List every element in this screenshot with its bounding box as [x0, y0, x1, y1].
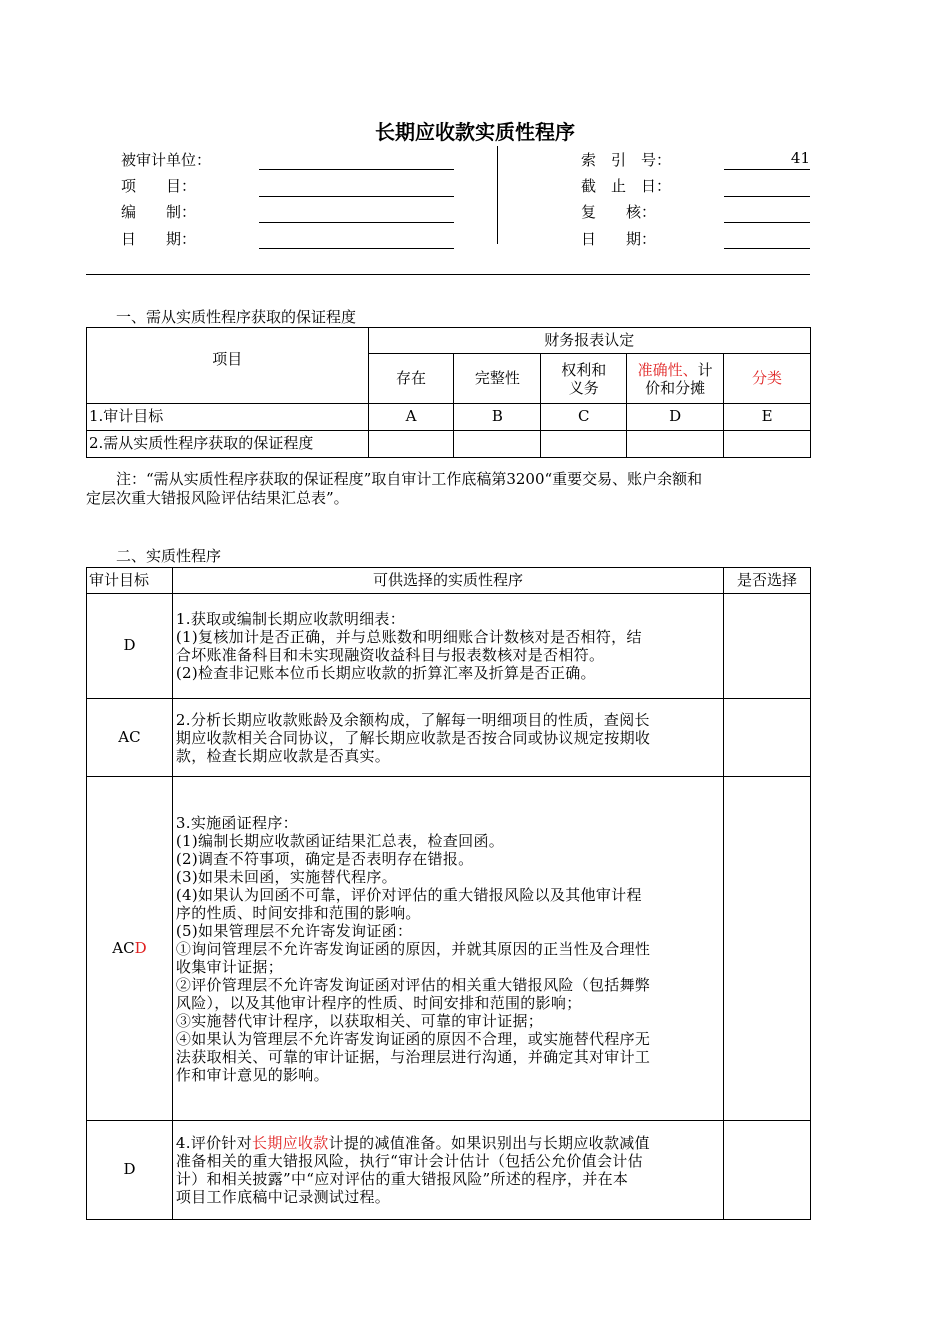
procedure3-target-black: AC: [112, 938, 135, 957]
procedure3-line: 3.实施函证程序：: [175, 813, 298, 832]
header-selected: 是否选择: [724, 568, 811, 594]
procedure1-line: 合坏账准备科目和未实现融资收益科目与报表数核对是否相符。: [175, 646, 605, 664]
header-procedures: 可供选择的实质性程序: [172, 568, 723, 594]
row1-cell-a: A: [368, 404, 454, 431]
header-label-date-right: 日 期：: [581, 230, 657, 248]
reviewer-field[interactable]: [724, 221, 810, 223]
procedure1-line: (1)复核加计是否正确，并与总账数和明细账合计数核对是否相符，结: [175, 628, 642, 646]
procedure4-line: [176, 1134, 720, 1152]
row-audit-objective-label: 1.审计目标: [87, 404, 369, 431]
index-value: 41: [790, 149, 810, 167]
header-divider: [497, 146, 498, 244]
col-accuracy-part2: 计: [697, 360, 713, 379]
procedure2-line: 款，检查长期应收款是否真实。: [175, 746, 391, 765]
col-accuracy: [627, 354, 724, 404]
procedure3-line: ①询问管理层不允许寄发询证函的原因，并就其原因的正当性及合理性: [175, 939, 651, 958]
date-field-left[interactable]: [259, 247, 454, 249]
row1-cell-b: B: [454, 404, 541, 431]
header-label-date-left: 日 期：: [121, 230, 197, 248]
header-label-cutoff: 截 止 日：: [581, 177, 672, 195]
procedure3-line: 作和审计意见的影响。: [175, 1065, 329, 1084]
procedure1-select-cell[interactable]: [724, 594, 811, 699]
item-header: 项目: [87, 328, 369, 404]
page-title: 长期应收款实质性程序: [375, 120, 575, 144]
procedures-table: [86, 567, 811, 1220]
procedure3-line: ④如果认为管理层不允许寄发询证函的原因不合理，或实施替代程序无: [175, 1029, 651, 1048]
procedure4-pre: 4.评价针对: [175, 1134, 253, 1152]
col-accuracy-part3: 价和分摊: [645, 378, 706, 397]
col-completeness: 完整性: [454, 354, 541, 404]
procedure3-line: ②评价管理层不允许寄发询证函对评估的相关重大错报风险（包括舞弊: [175, 975, 651, 994]
header-label-index: 索 引 号：: [581, 151, 672, 169]
assurance-cell-b[interactable]: [454, 431, 541, 458]
assurance-cell-c[interactable]: [541, 431, 627, 458]
row1-cell-c: C: [541, 404, 627, 431]
procedure2-line: 期应收款相关合同协议，了解长期应收款是否按合同或协议规定按期收: [175, 728, 651, 747]
col-accuracy-red: 准确性、: [637, 360, 698, 379]
procedure1-text: [172, 594, 723, 699]
assurance-table: [86, 327, 811, 458]
procedure3-line: (1)编制长期应收款函证结果汇总表，检查回函。: [175, 831, 505, 850]
procedure4-target: D: [87, 1121, 173, 1220]
assurance-cell-a[interactable]: [368, 431, 454, 458]
procedure3-target: [87, 777, 173, 1121]
note-line2: 定层次重大错报风险评估结果汇总表”。: [86, 489, 349, 507]
header-label-project: 项 目：: [121, 177, 197, 195]
header-separator: [86, 274, 810, 275]
header-label-preparer: 编 制：: [121, 203, 197, 221]
cutoff-field[interactable]: [724, 195, 810, 197]
procedure1-line: (2)检查非记账本位币长期应收款的折算汇率及折算是否正确。: [175, 664, 596, 682]
procedure4-line: 准备相关的重大错报风险，执行“审计会计估计（包括公允价值会计估: [175, 1152, 643, 1170]
row1-cell-d: D: [627, 404, 724, 431]
col-classification: 分类: [724, 354, 811, 404]
procedure4-text: [172, 1121, 723, 1220]
procedure2-text: [172, 699, 723, 777]
col-existence: 存在: [368, 354, 454, 404]
row1-cell-e: E: [724, 404, 811, 431]
header-label-reviewer: 复 核：: [581, 203, 657, 221]
unit-field[interactable]: [259, 168, 454, 170]
col-rights: 权利和 义务: [541, 354, 627, 404]
procedure2-select-cell[interactable]: [724, 699, 811, 777]
assurance-cell-d[interactable]: [627, 431, 724, 458]
procedure4-line: 项目工作底稿中记录测试过程。: [175, 1188, 391, 1206]
group-header: 财务报表认定: [368, 328, 810, 354]
procedure3-target-red: D: [134, 938, 147, 957]
procedure3-line: (4)如果认为回函不可靠，评价对评估的重大错报风险以及其他审计程: [175, 885, 642, 904]
procedure4-red: 长期应收款: [252, 1134, 329, 1152]
procedure4-post: 计提的减值准备。如果识别出与长期应收款减值: [328, 1134, 650, 1152]
procedure3-line: 收集审计证据；: [175, 957, 284, 976]
procedure3-text: [172, 777, 723, 1121]
preparer-field[interactable]: [259, 221, 454, 223]
section2-heading: 二、实质性程序: [116, 547, 222, 565]
procedure1-line: 1.获取或编制长期应收款明细表：: [175, 610, 406, 628]
procedure3-line: 法获取相关、可靠的审计证据，与治理层进行沟通，并确定其对审计工: [175, 1047, 651, 1066]
procedure3-line: ③实施替代审计程序，以获取相关、可靠的审计证据；: [175, 1011, 544, 1030]
project-field[interactable]: [259, 195, 454, 197]
procedure3-line: 风险），以及其他审计程序的性质、时间安排和范围的影响；: [175, 993, 582, 1012]
header-label-unit: 被审计单位：: [121, 151, 212, 169]
procedure3-line: (5)如果管理层不允许寄发询证函：: [175, 921, 413, 940]
assurance-cell-e[interactable]: [724, 431, 811, 458]
row-assurance-label: 2.需从实质性程序获取的保证程度: [87, 431, 369, 458]
header-audit-target: 审计目标: [87, 568, 173, 594]
note-line1: 注：“需从实质性程序获取的保证程度”取自审计工作底稿第3200“重要交易、账户余额和: [116, 470, 703, 488]
procedure4-select-cell[interactable]: [724, 1121, 811, 1220]
procedure3-select-cell[interactable]: [724, 777, 811, 1121]
date-field-right[interactable]: [724, 247, 810, 249]
procedure3-line: (3)如果未回函，实施替代程序。: [175, 867, 397, 886]
section1-heading: 一、需从实质性程序获取的保证程度: [116, 308, 357, 326]
procedure3-line: (2)调查不符事项，确定是否表明存在错报。: [175, 849, 474, 868]
procedure4-line: 计）和相关披露”中“应对评估的重大错报风险”所述的程序，并在本: [175, 1170, 629, 1188]
procedure3-line: 序的性质、时间安排和范围的影响。: [175, 903, 421, 922]
procedure1-target: D: [87, 594, 173, 699]
index-field[interactable]: [724, 168, 810, 170]
procedure2-target: AC: [87, 699, 173, 777]
procedure2-line: 2.分析长期应收款账龄及余额构成，了解每一明细项目的性质，查阅长: [175, 710, 650, 729]
